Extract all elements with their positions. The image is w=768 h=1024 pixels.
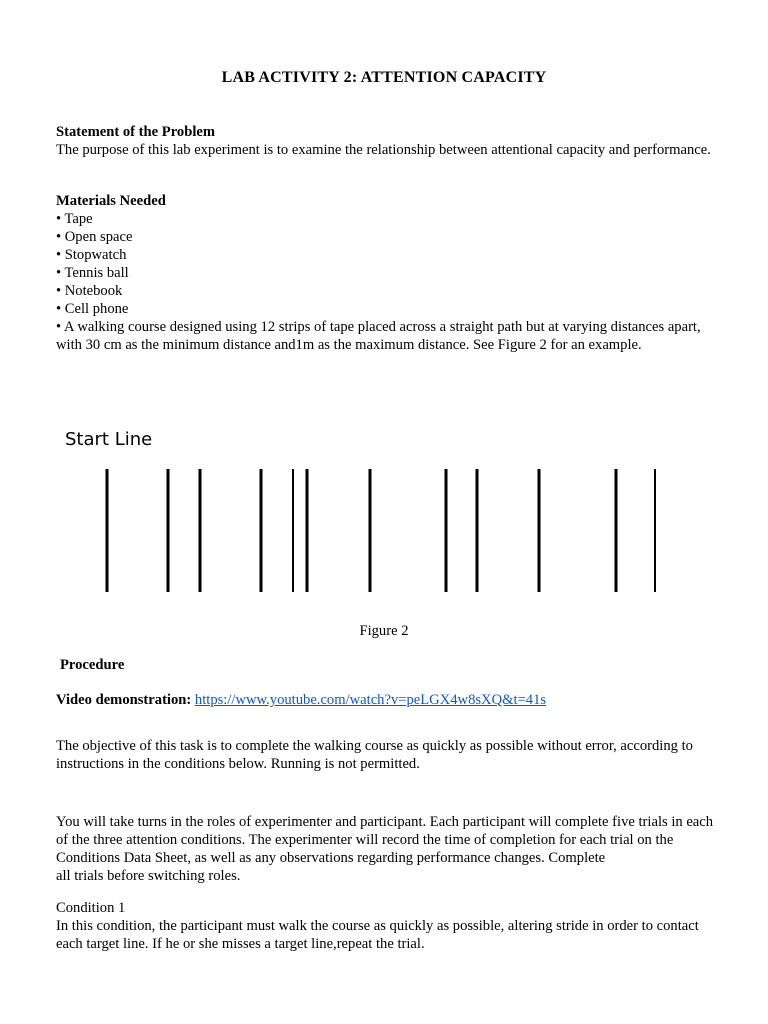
walking-course-figure [56, 420, 676, 600]
roles-text-end: all trials before switching roles. [56, 868, 241, 884]
roles-text: You will take turns in the roles of experimenter and participant. Each participant will complete five trials in each of the three attention conditions. The experimenter will record the time of completion for each trial on the Conditions Data Sheet, as well as any observations regarding performance changes. Complete [56, 814, 714, 866]
materials-item: • A walking course designed using 12 strips of tape placed across a straight path but at varying distances apart, with 30 cm as the minimum distance and1m as the maximum distance. See Figure 2 for an example. [56, 319, 701, 353]
roles-paragraph [56, 813, 720, 885]
figure-caption: Figure 2 [359, 623, 409, 639]
procedure-heading: Procedure [60, 657, 125, 673]
materials-item: • Tennis ball [56, 265, 129, 281]
video-label: Video demonstration: [56, 692, 192, 708]
condition1-section [56, 899, 720, 953]
materials-list [56, 210, 720, 354]
materials-item: • Open space [56, 229, 133, 245]
materials-item: • Notebook [56, 283, 123, 299]
statement-heading: Statement of the Problem [56, 124, 216, 140]
materials-heading: Materials Needed [56, 193, 166, 209]
materials-item: • Cell phone [56, 301, 129, 317]
materials-item: • Stopwatch [56, 247, 127, 263]
video-demo-line [56, 691, 720, 709]
materials-item: • Tape [56, 211, 93, 227]
video-link[interactable]: https://www.youtube.com/watch?v=peLGX4w8sXQ&t=41s [194, 692, 547, 708]
statement-text: The purpose of this lab experiment is to examine the relationship between attentional capacity and performance. [56, 142, 711, 158]
condition1-heading: Condition 1 [56, 900, 126, 916]
materials-section [56, 192, 720, 354]
objective-paragraph: The objective of this task is to complete the walking course as quickly as possible without error, according to instructions in the conditions below. Running is not permitted. [56, 738, 693, 772]
condition1-text: In this condition, the participant must walk the course as quickly as possible, altering stride in order to contact each target line. If he or she misses a target line,repeat the trial. [56, 918, 699, 952]
page-title: LAB ACTIVITY 2: ATTENTION CAPACITY [221, 69, 547, 86]
start-line-label: Start Line [65, 429, 153, 450]
statement-section [56, 123, 720, 159]
